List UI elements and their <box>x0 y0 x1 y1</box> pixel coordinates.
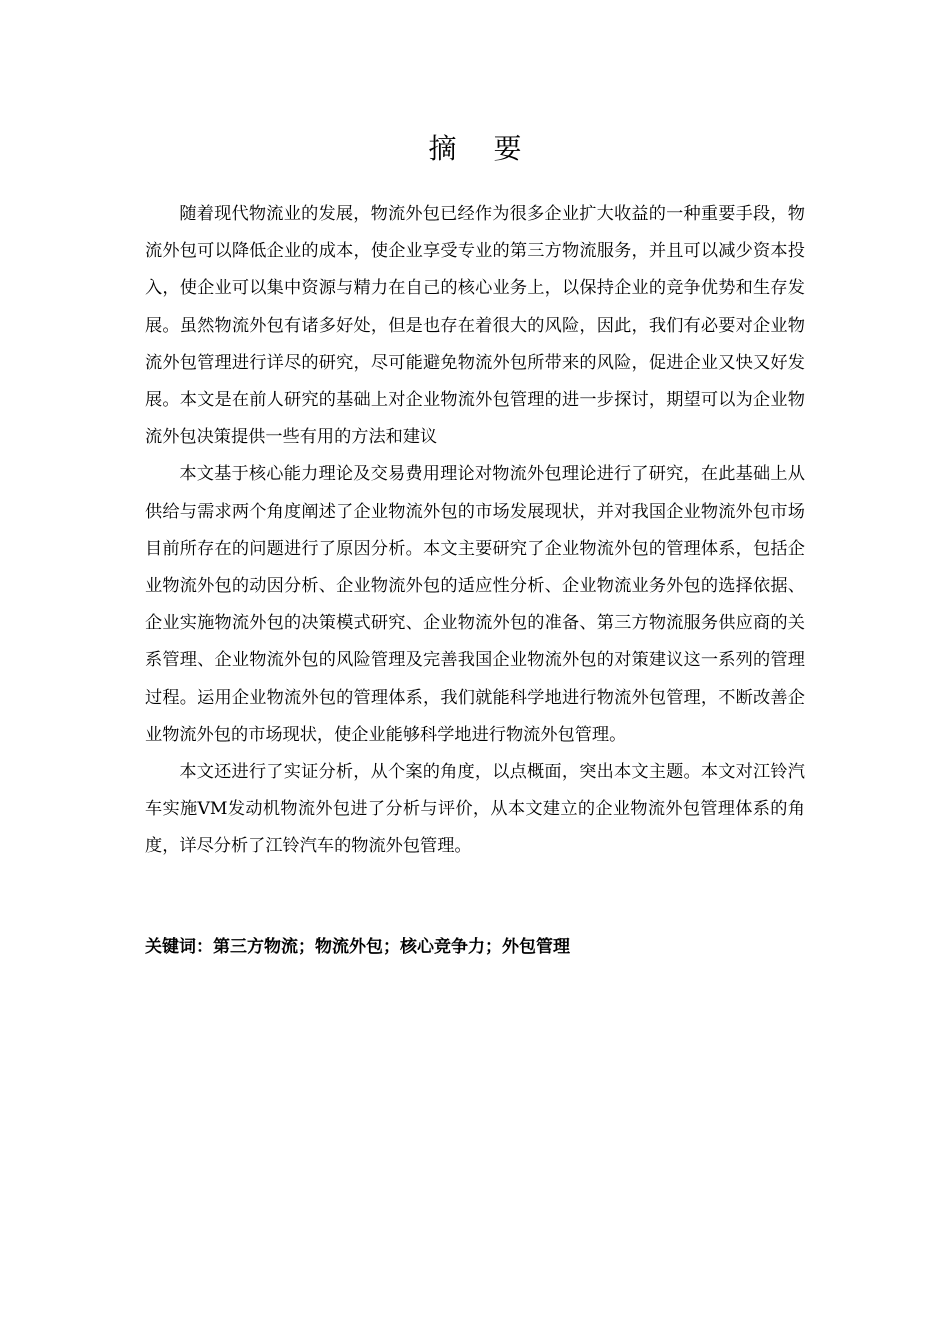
abstract-paragraph-3: 本文还进行了实证分析，从个案的角度，以点概面，突出本文主题。本文对江铃汽车实施VM发动机物流外包进了分析与评价，从本文建立的企业物流外包管理体系的角度，详尽分析了江铃汽车的物流外包管理。 <box>145 762 805 857</box>
abstract-body <box>145 196 805 866</box>
abstract-paragraph-2: 本文基于核心能力理论及交易费用理论对物流外包理论进行了研究，在此基础上从供给与需求两个角度阐述了企业物流外包的市场发展现状，并对我国企业物流外包市场目前所存在的问题进行了原因分析。本文主要研究了企业物流外包的管理体系，包括企业物流外包的动因分析、企业物流外包的适应性分析、企业物流业务外包的选择依据、企业实施物流外包的决策模式研究、企业物流外包的准备、第三方物流服务供应商的关系管理、企业物流外包的风险管理及完善我国企业物流外包的对策建议这一系列的管理过程。运用企业物流外包的管理体系，我们就能科学地进行物流外包管理，不断改善企业物流外包的市场现状，使企业能够科学地进行物流外包管理。 <box>145 464 805 745</box>
keywords-line: 关键词：第三方物流；物流外包；核心竞争力；外包管理 <box>145 937 570 957</box>
abstract-paragraph-1: 随着现代物流业的发展，物流外包已经作为很多企业扩大收益的一种重要手段，物流外包可以降低企业的成本，使企业享受专业的第三方物流服务，并且可以减少资本投入，使企业可以集中资源与精力在自己的核心业务上，以保持企业的竞争优势和生存发展。虽然物流外包有诸多好处，但是也存在着很大的风险，因此，我们有必要对企业物流外包管理进行详尽的研究，尽可能避免物流外包所带来的风险，促进企业又快又好发展。本文是在前人研究的基础上对企业物流外包管理的进一步探讨，期望可以为企业物流外包决策提供一些有用的方法和建议 <box>145 204 805 448</box>
abstract-title: 摘 要 <box>428 132 536 165</box>
